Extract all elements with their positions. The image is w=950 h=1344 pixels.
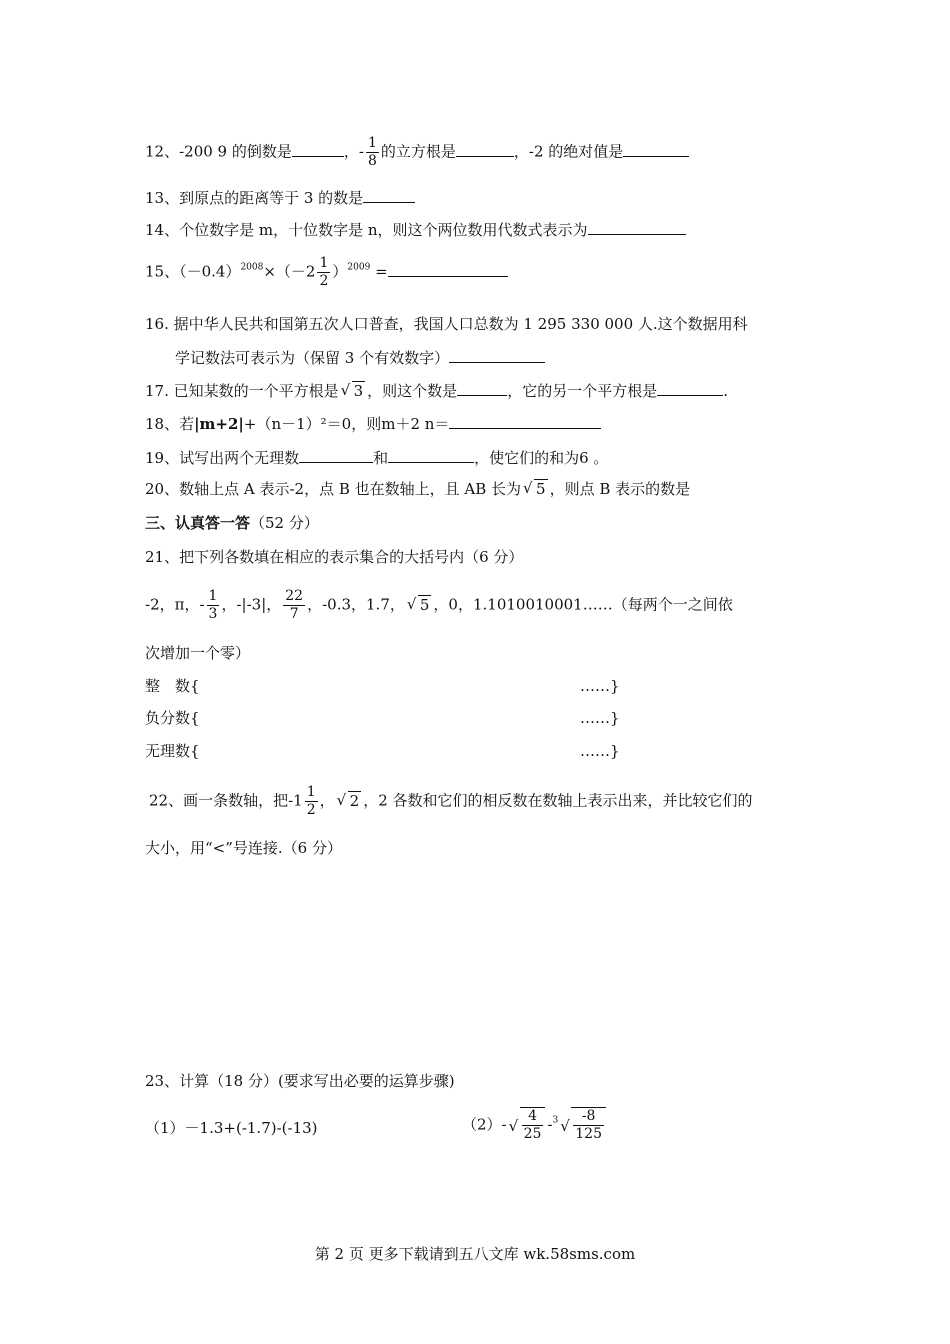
sqrt: √ 3 — [340, 381, 364, 400]
answer-blank — [388, 260, 508, 277]
sqrt: √ 5 — [406, 594, 430, 614]
question-16-line1: 16. 据中华人民共和国第五次人口普查，我国人口总数为 1 295 330 000 人.这个数据用科 — [145, 315, 748, 333]
fraction: $\frac{1}{2}$ — [319, 255, 329, 289]
question-17: 17. 已知某数的一个平方根是 √ 3 ，则这个数是 ，它的另一个平方根是 . — [145, 381, 728, 400]
question-23-part2: （2）- √ $\frac{4}{25}$ -$^3$ √ $\frac{-8}{125}$ — [462, 1107, 608, 1143]
fraction: $\frac{1}{2}$ — [306, 784, 316, 818]
set-negative-fractions: 负分数{ — [145, 709, 200, 727]
set-negative-fractions-end: ……} — [580, 709, 620, 727]
question-12: 12、-200 9 的倒数是 ，- $\frac{1}{8}$ 的立方根是 ，-2 的绝对值是 — [145, 135, 689, 170]
set-irrationals: 无理数{ — [145, 742, 200, 760]
question-21-note: 次增加一个零） — [145, 644, 251, 662]
question-20: 20、数轴上点 A 表示-2，点 B 也在数轴上，且 AB 长为 √ 5 ，则点 B 表示的数是 — [145, 479, 691, 498]
question-23-part1: （1）－1.3+(-1.7)-(-13) — [145, 1119, 318, 1137]
section-heading: 三、认真答一答（52 分） — [145, 514, 319, 532]
question-19: 19、试写出两个无理数 和 ，使它们的和为6 。 — [145, 446, 608, 469]
answer-blank — [588, 218, 686, 235]
sqrt: √ 5 — [523, 479, 546, 498]
question-13: 13、到原点的距离等于 3 的数是 — [145, 186, 415, 209]
answer-blank — [456, 140, 514, 157]
fraction: $\frac{22}{7}$ — [285, 588, 304, 622]
question-22: 22、画一条数轴，把-1 $\frac{1}{2}$ ， √ 2 ，2 各数和它们的相反数在数轴上表示出来，并比较它们的 — [149, 784, 753, 818]
set-irrationals-end: ……} — [580, 742, 620, 760]
question-23-title: 23、计算（18 分）(要求写出必要的运算步骤) — [145, 1072, 455, 1090]
answer-blank — [623, 140, 689, 157]
answer-blank — [449, 412, 601, 429]
answer-blank — [388, 446, 474, 463]
question-21-numbers: -2，π，- $\frac{1}{3}$ ，-|-3|， $\frac{22}{7}$ ，-0.3，1.7， √ 5 ，0，1.1010010001……（每两个一之间依 — [145, 588, 733, 622]
question-16-line2: 学记数法可表示为（保留 3 个有效数字） — [175, 346, 545, 369]
page-footer: 第 2 页 更多下载请到五八文库 wk.58sms.com — [314, 1245, 636, 1263]
set-integers-end: ……} — [580, 677, 620, 695]
answer-blank — [449, 346, 545, 363]
answer-blank — [299, 446, 373, 463]
answer-blank — [292, 140, 344, 157]
sqrt: √ 2 — [336, 790, 360, 810]
answer-blank — [363, 186, 415, 203]
question-22-cont: 大小，用“<”号连接.（6 分） — [145, 839, 342, 857]
question-14: 14、个位数字是 m，十位数字是 n，则这个两位数用代数式表示为 — [145, 218, 686, 241]
answer-blank — [657, 379, 723, 396]
answer-blank — [457, 379, 507, 396]
fraction: $\frac{1}{8}$ — [367, 135, 377, 169]
sqrt: √ $\frac{4}{25}$ — [509, 1107, 546, 1143]
cube-root: √ $\frac{-8}{125}$ — [560, 1107, 606, 1143]
question-21-title: 21、把下列各数填在相应的表示集合的大括号内（6 分） — [145, 548, 524, 566]
fraction: $\frac{1}{3}$ — [208, 588, 218, 622]
question-18: 18、若|m+2|+（n－1）²＝0，则m＋2 n＝ — [145, 412, 601, 435]
question-15: 15、$(-0.4)^{2008}\times(-2$ $\frac{1}{2}$ ）$^{2009}$ = — [145, 255, 508, 290]
set-integers: 整 数{ — [145, 677, 200, 695]
